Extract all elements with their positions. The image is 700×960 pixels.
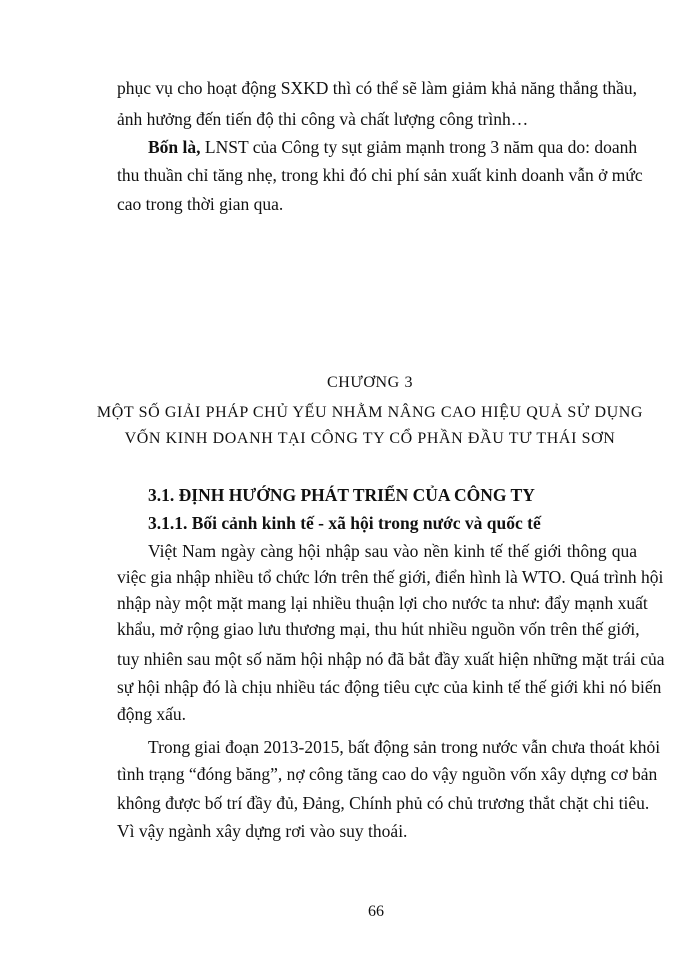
section-heading: 3.1. ĐỊNH HƯỚNG PHÁT TRIỂN CỦA CÔNG TY	[148, 485, 535, 505]
paragraph-line: tuy nhiên sau một số năm hội nhập nó đã bắt đầy xuất hiện những mặt trái của	[117, 649, 665, 669]
paragraph-line: nhập này một mặt mang lại nhiều thuận lợi cho nước ta như: đẩy mạnh xuất	[117, 593, 648, 613]
paragraph-line: động xấu.	[117, 704, 187, 724]
paragraph-lead: Bốn là,	[148, 137, 201, 157]
subsection-heading: 3.1.1. Bối cảnh kinh tế - xã hội trong nước và quốc tế	[148, 513, 541, 533]
paragraph-line: khẩu, mở rộng giao lưu thương mại, thu hút nhiều nguồn vốn trên thế giới,	[117, 619, 640, 639]
paragraph-line: sự hội nhập đó là chịu nhiều tác động tiêu cực của kinh tế thế giới khi nó biến	[117, 677, 662, 697]
chapter-title-line: MỘT SỐ GIẢI PHÁP CHỦ YẾU NHẰM NÂNG CAO HIỆU QUẢ SỬ DỤNG	[96, 404, 644, 421]
paragraph-line: tình trạng “đóng băng”, nợ công tăng cao do vậy nguồn vốn xây dựng cơ bản	[117, 764, 658, 784]
paragraph-line: Việt Nam ngày càng hội nhập sau vào nền kinh tế thế giới thông qua	[148, 541, 637, 561]
chapter-label: CHƯƠNG 3	[326, 374, 414, 391]
paragraph-line: cao trong thời gian qua.	[117, 194, 284, 214]
paragraph-line: phục vụ cho hoạt động SXKD thì có thể sẽ làm giảm khả năng thắng thầu,	[117, 78, 638, 98]
paragraph-text: LNST của Công ty sụt giảm mạnh trong 3 năm qua do: doanh	[200, 137, 638, 157]
paragraph-line: Vì vậy ngành xây dựng rơi vào suy thoái.	[117, 821, 408, 841]
paragraph-line	[148, 136, 637, 158]
paragraph-line: ảnh hưởng đến tiến độ thi công và chất lượng công trình…	[117, 109, 529, 129]
paragraph-line: việc gia nhập nhiều tổ chức lớn trên thế giới, điển hình là WTO. Quá trình hội	[117, 567, 664, 587]
paragraph-line: không được bố trí đầy đủ, Đảng, Chính phủ có chủ trương thắt chặt chi tiêu.	[117, 793, 650, 813]
paragraph-line: thu thuần chỉ tăng nhẹ, trong khi đó chi phí sản xuất kinh doanh vẫn ở mức	[117, 165, 643, 185]
paragraph-line: Trong giai đoạn 2013-2015, bất động sản trong nước vẫn chưa thoát khỏi	[148, 737, 661, 757]
page-number: 66	[368, 903, 384, 920]
chapter-title-line: VỐN KINH DOANH TẠI CÔNG TY CỔ PHẦN ĐẦU TƯ THÁI SƠN	[124, 430, 616, 447]
